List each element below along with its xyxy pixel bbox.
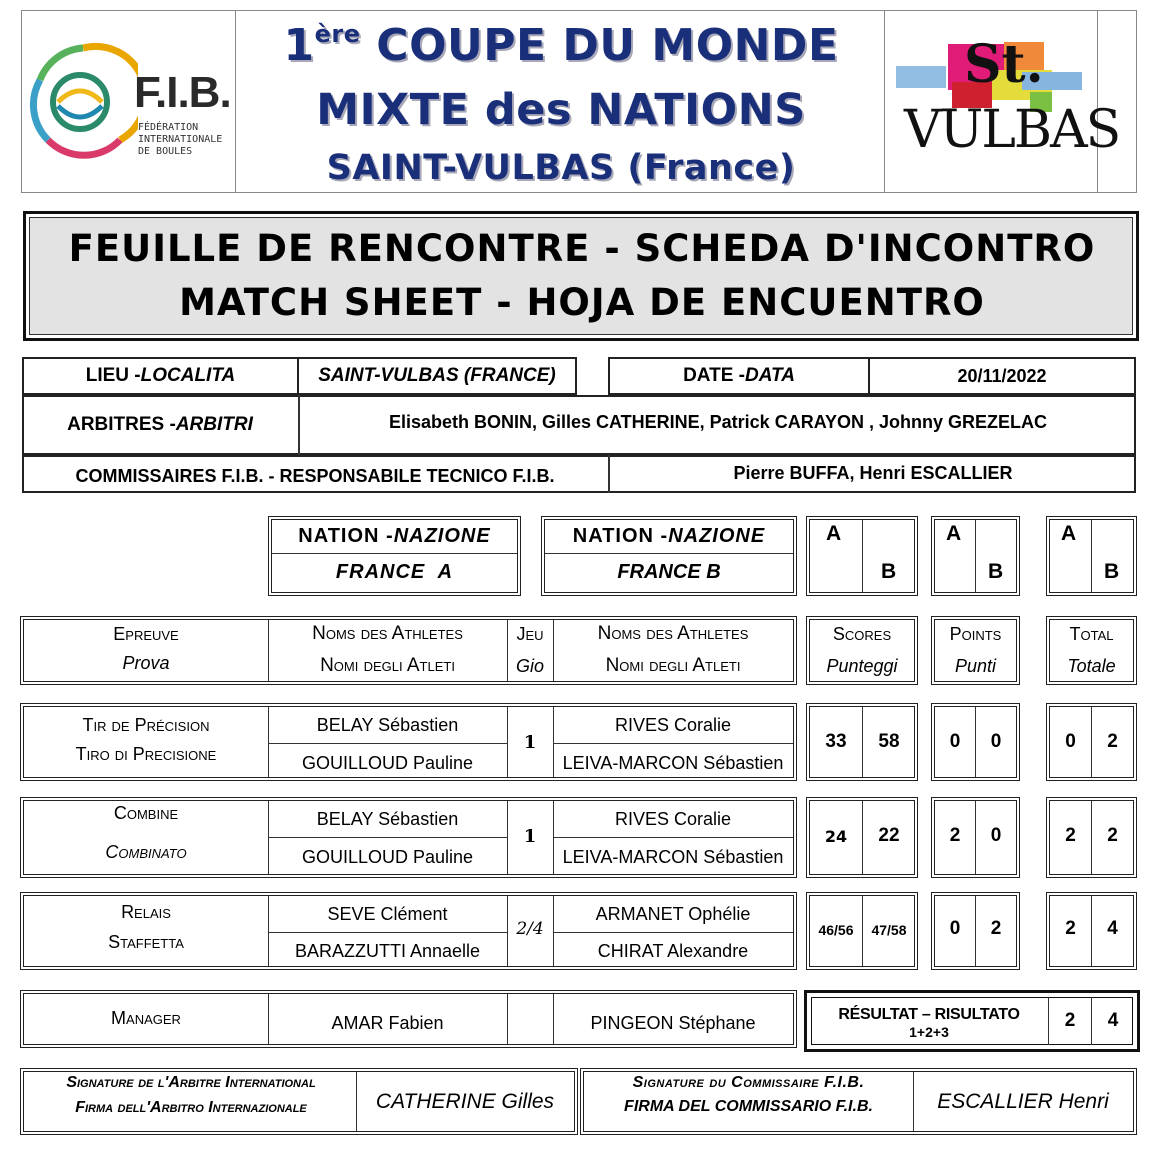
row3-prova: Staffetta — [108, 931, 184, 952]
nation-b-label: NATION - NAZIONE — [572, 524, 766, 547]
row3-athlete-b2: CHIRAT Alexandre — [597, 940, 749, 961]
fib-logo-sub1: FÉDÉRATION — [138, 122, 199, 133]
result-label: RÉSULTAT – RISULTATO — [838, 1006, 1020, 1023]
manager-b: PINGEON Stéphane — [590, 1012, 756, 1033]
commissaires-label: COMMISSAIRES F.I.B. - RESPONSABILE TECNICO F.I.B. — [75, 465, 555, 486]
date-value: 20/11/2022 — [957, 365, 1047, 386]
title-line-2: MIXTE des NATIONS — [316, 85, 806, 135]
row3-epreuve: Relais — [121, 901, 171, 922]
signature-arbitre-name: CATHERINE Gilles — [375, 1089, 555, 1113]
header-gio: Gio — [515, 655, 544, 676]
fib-emblem-icon — [28, 40, 138, 165]
header-nomi-a: Nomi degli Atleti — [320, 655, 455, 676]
arbitres-label: ARBITRES - ARBITRI — [67, 414, 253, 435]
row1-athlete-a1: BELAY Sébastien — [316, 714, 459, 735]
row2-score-a: 24 — [824, 826, 848, 846]
row3-score-a: 46/56 — [818, 922, 854, 938]
lieu-label: LIEU - LOCALITA — [85, 365, 236, 386]
commissaires-value: Pierre BUFFA, Henri ESCALLIER — [733, 462, 1013, 483]
row3-jeu: 2/4 — [516, 919, 544, 939]
ab-points-b: B — [988, 560, 1004, 583]
ab-total-a: A — [1061, 522, 1077, 545]
row1-total-a: 0 — [1065, 731, 1076, 752]
result-b: 4 — [1107, 1010, 1119, 1031]
ab-scores-b: B — [881, 560, 897, 583]
result-a: 2 — [1064, 1010, 1076, 1031]
row3-total-b: 4 — [1107, 918, 1118, 939]
row3-score-b: 47/58 — [871, 922, 907, 938]
nation-a-name: FRANCE A — [335, 560, 454, 583]
ab-total-b: B — [1104, 560, 1120, 583]
fib-logo-text: F.I.B. — [134, 68, 231, 117]
row2-athlete-b1: RIVES Coralie — [614, 808, 732, 829]
row3-athlete-b1: ARMANET Ophélie — [595, 903, 751, 924]
row2-score-b: 22 — [878, 825, 900, 846]
result-sub: 1+2+3 — [909, 1024, 949, 1040]
row1-athlete-b1: RIVES Coralie — [614, 714, 732, 735]
header-jeu: Jeu — [516, 623, 544, 644]
lieu-value: SAINT-VULBAS (FRANCE) — [318, 365, 556, 386]
row1-score-a: 33 — [825, 731, 847, 752]
signature-commissaire-line1: Signature du Commissaire F.I.B. — [632, 1074, 865, 1091]
nation-a-label: NATION - NAZIONE — [298, 524, 491, 547]
row1-jeu: 1 — [523, 731, 537, 753]
fib-logo-sub3: DE BOULES — [138, 146, 193, 157]
st-vulbas-logo-line2: VULBAS — [904, 100, 1120, 160]
header-prova: Prova — [122, 652, 170, 673]
row2-athlete-a2: GOUILLOUD Pauline — [301, 846, 474, 867]
header-total: Total — [1069, 623, 1114, 644]
signature-commissaire-name: ESCALLIER Henri — [937, 1089, 1109, 1113]
manager-a: AMAR Fabien — [331, 1012, 444, 1033]
ab-scores-a: A — [826, 522, 842, 545]
header-epreuve: Epreuve — [113, 623, 179, 644]
st-vulbas-logo-line1: St. — [964, 34, 1044, 95]
row1-prova: Tiro di Precisione — [75, 743, 217, 764]
row1-athlete-a2: GOUILLOUD Pauline — [301, 752, 474, 773]
header-punti: Punti — [954, 655, 997, 676]
fib-logo-sub2: INTERNATIONALE — [138, 134, 223, 145]
nation-b-name: FRANCE B — [617, 560, 721, 583]
row1-athlete-b2: LEIVA-MARCON Sébastien — [562, 752, 784, 773]
row2-epreuve: Combine — [113, 802, 179, 823]
ab-points-a: A — [946, 522, 962, 545]
row2-jeu: 1 — [523, 825, 537, 847]
header-noms-a: Noms des Athletes — [312, 623, 463, 644]
date-label: DATE - DATA — [683, 365, 795, 386]
header-punteggi: Punteggi — [826, 655, 898, 676]
title-line-1: 1ère COUPE DU MONDE — [283, 20, 839, 71]
row3-athlete-a1: SEVE Clément — [327, 903, 448, 924]
row3-total-a: 2 — [1065, 918, 1076, 939]
st-vulbas-logo — [892, 32, 1120, 172]
header-noms-b: Noms des Athletes — [597, 623, 749, 644]
manager-label: Manager — [111, 1007, 181, 1028]
sheet-title-line-1: FEUILLE DE RENCONTRE - SCHEDA D'INCONTRO — [68, 227, 1096, 270]
header-nomi-b: Nomi degli Atleti — [605, 655, 741, 676]
row2-points-b: 0 — [990, 825, 1002, 846]
row1-epreuve: Tir de Précision — [82, 714, 210, 735]
row1-total-b: 2 — [1107, 731, 1118, 752]
row1-points-b: 0 — [990, 731, 1002, 752]
fib-logo — [28, 40, 231, 165]
row1-points-a: 0 — [949, 731, 961, 752]
signature-commissaire-line2: FIRMA DEL COMMISSARIO F.I.B. — [624, 1098, 873, 1115]
row3-athlete-a2: BARAZZUTTI Annaelle — [294, 940, 481, 961]
row2-prova: Combinato — [105, 841, 187, 862]
header-totale: Totale — [1067, 655, 1116, 676]
header-points: Points — [949, 623, 1002, 644]
row2-athlete-b2: LEIVA-MARCON Sébastien — [562, 846, 784, 867]
row2-total-a: 2 — [1065, 825, 1076, 846]
title-line-3: SAINT-VULBAS (France) — [326, 148, 796, 188]
row2-athlete-a1: BELAY Sébastien — [316, 808, 459, 829]
signature-arbitre-line2: Firma dell'Arbitro Internazionale — [75, 1099, 307, 1116]
header-scores: Scores — [832, 623, 892, 644]
row3-points-a: 0 — [949, 918, 961, 939]
sheet-title-line-2: MATCH SHEET - HOJA DE ENCUENTRO — [179, 281, 985, 324]
arbitres-value: Elisabeth BONIN, Gilles CATHERINE, Patrick CARAYON , Johnny GREZELAC — [388, 412, 1048, 432]
row2-points-a: 2 — [949, 825, 961, 846]
row2-total-b: 2 — [1107, 825, 1118, 846]
row1-score-b: 58 — [878, 731, 900, 752]
row3-points-b: 2 — [990, 918, 1002, 939]
signature-arbitre-line1: Signature de l'Arbitre International — [66, 1074, 316, 1091]
